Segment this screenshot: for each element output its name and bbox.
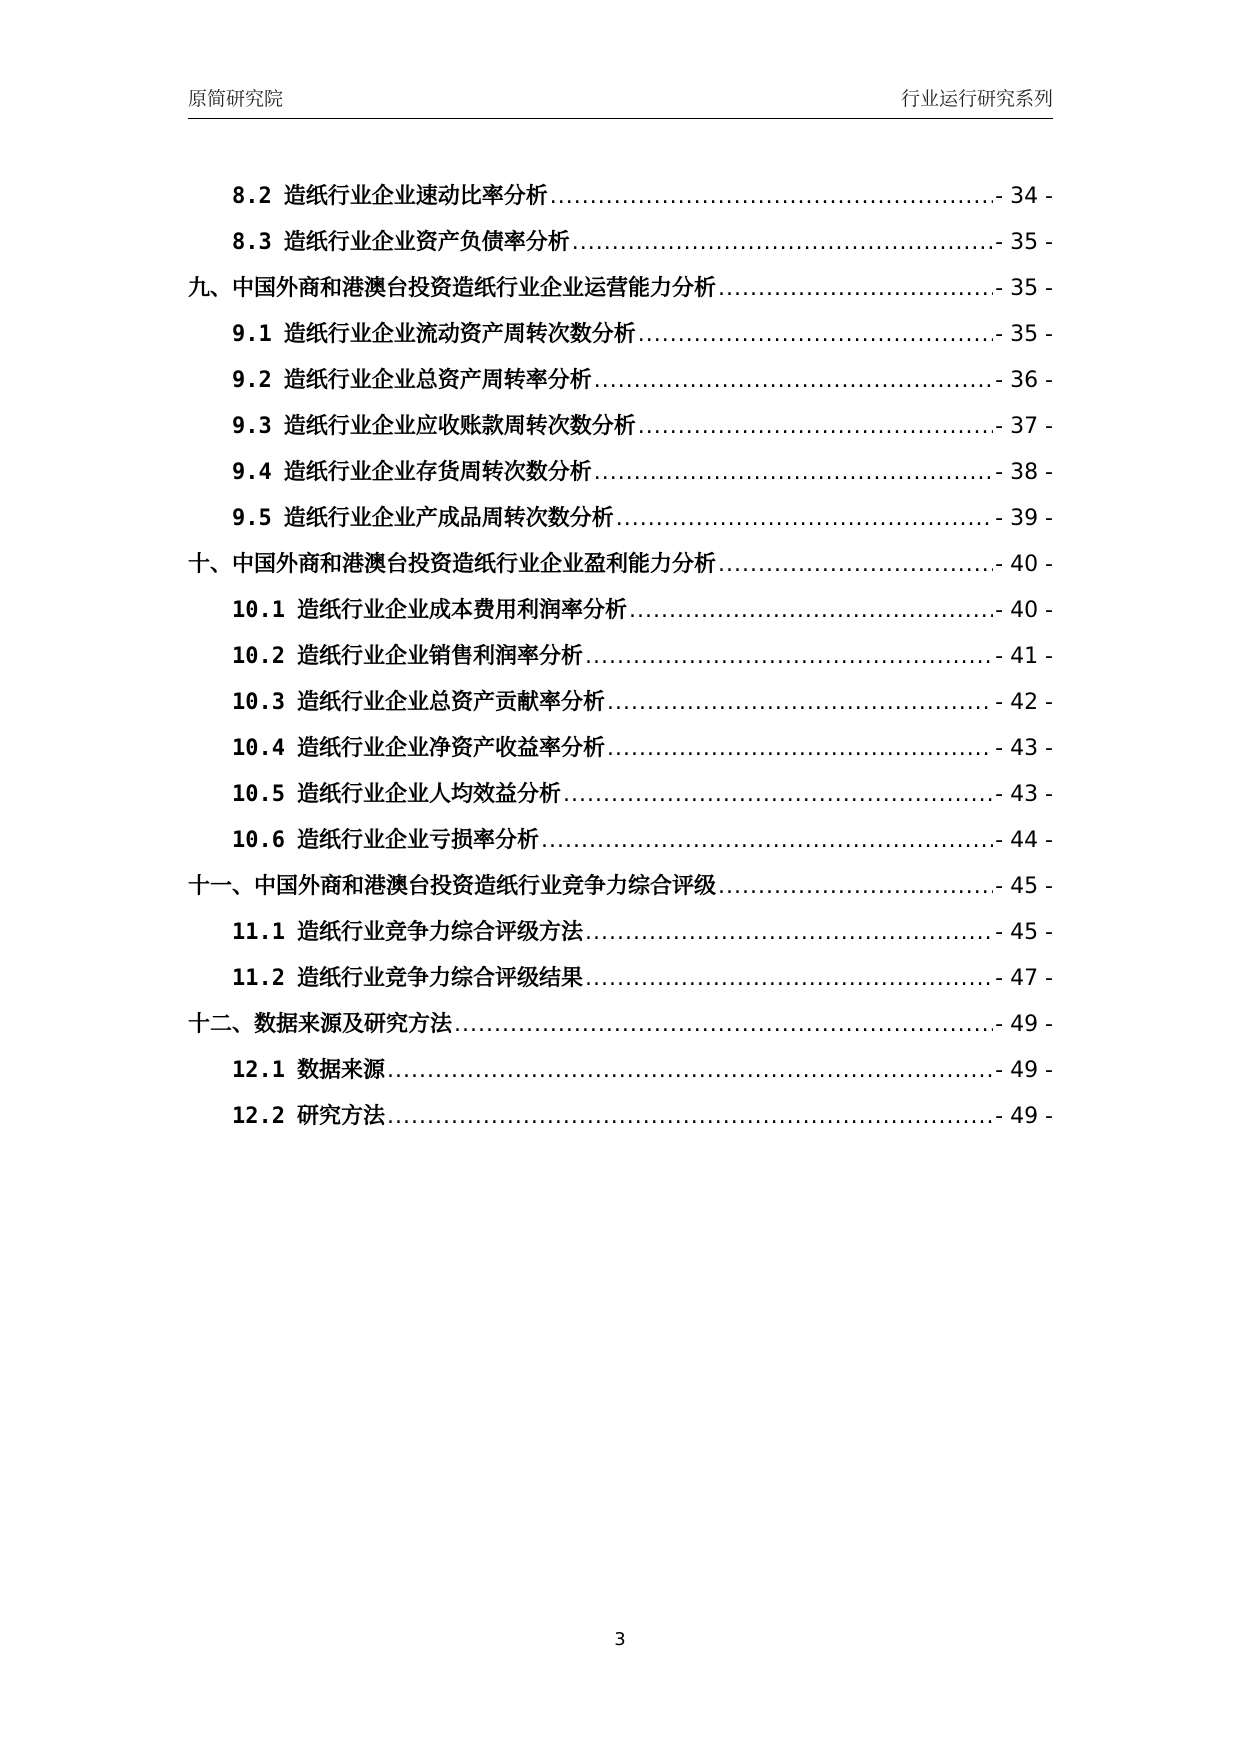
toc-entry-title: 造纸行业企业总资产周转率分析 <box>283 368 592 393</box>
toc-entry-number: 11.1 <box>232 920 285 945</box>
toc-leader-dots <box>539 826 993 856</box>
toc-entry-title: 造纸行业企业亏损率分析 <box>296 828 539 853</box>
toc-entry-text <box>232 412 636 442</box>
toc-entry-number: 12.2 <box>232 1104 285 1129</box>
toc-entry-title: 十、中国外商和港澳台投资造纸行业企业盈利能力分析 <box>188 552 717 577</box>
toc-entry-title: 造纸行业企业净资产收益率分析 <box>296 736 605 761</box>
toc-entry-page: - 35 - <box>995 230 1053 255</box>
toc-entry-title: 造纸行业企业总资产贡献率分析 <box>296 690 605 715</box>
toc-entry-text <box>188 550 716 580</box>
toc-entry-text <box>232 780 561 810</box>
toc-entry-title: 造纸行业企业成本费用利润率分析 <box>296 598 627 623</box>
toc-entry-title: 造纸行业竞争力综合评级方法 <box>296 920 583 945</box>
toc-entry-number: 10.6 <box>232 828 285 853</box>
toc-entry-number: 10.3 <box>232 690 285 715</box>
toc-entry-title: 造纸行业企业速动比率分析 <box>283 184 548 209</box>
toc-entry-page: - 43 - <box>995 736 1053 761</box>
toc-entry-page: - 37 - <box>995 414 1053 439</box>
toc-leader-dots <box>614 504 993 534</box>
toc-leader-dots <box>570 228 993 258</box>
toc-section-entry[interactable] <box>188 488 1053 534</box>
toc-chapter-entry[interactable] <box>188 534 1053 580</box>
toc-entry-text <box>232 458 592 488</box>
toc-leader-dots <box>592 366 993 396</box>
toc-leader-dots <box>716 550 993 580</box>
toc-entry-page: - 49 - <box>995 1012 1053 1037</box>
toc-leader-dots <box>583 918 993 948</box>
toc-section-entry[interactable] <box>188 626 1053 672</box>
toc-entry-title: 造纸行业企业产成品周转次数分析 <box>283 506 614 531</box>
toc-leader-dots <box>583 964 993 994</box>
toc-leader-dots <box>636 412 993 442</box>
toc-entry-page: - 41 - <box>995 644 1053 669</box>
toc-entry-text <box>232 642 583 672</box>
toc-entry-page: - 43 - <box>995 782 1053 807</box>
toc-entry-text <box>232 228 570 258</box>
toc-entry-title: 造纸行业企业人均效益分析 <box>296 782 561 807</box>
toc-entry-page: - 42 - <box>995 690 1053 715</box>
toc-entry-number: 9.5 <box>232 506 272 531</box>
toc-entry-number: 12.1 <box>232 1058 285 1083</box>
toc-entry-text <box>232 826 539 856</box>
toc-section-entry[interactable] <box>188 304 1053 350</box>
page-number: 3 <box>614 1629 626 1650</box>
toc-entry-text <box>232 964 583 994</box>
toc-entry-text <box>188 1010 452 1040</box>
toc-leader-dots <box>548 182 993 212</box>
toc-entry-title: 十二、数据来源及研究方法 <box>188 1012 453 1037</box>
toc-leader-dots <box>583 642 993 672</box>
toc-leader-dots <box>452 1010 993 1040</box>
toc-leader-dots <box>385 1102 993 1132</box>
toc-leader-dots <box>592 458 993 488</box>
toc-entry-number: 11.2 <box>232 966 285 991</box>
toc-entry-page: - 49 - <box>995 1058 1053 1083</box>
toc-entry-title: 造纸行业企业流动资产周转次数分析 <box>283 322 636 347</box>
toc-section-entry[interactable] <box>188 580 1053 626</box>
toc-entry-number: 9.1 <box>232 322 272 347</box>
toc-section-entry[interactable] <box>188 350 1053 396</box>
toc-entry-page: - 40 - <box>995 552 1053 577</box>
toc-chapter-entry[interactable] <box>188 856 1053 902</box>
table-of-contents <box>188 166 1053 1132</box>
toc-section-entry[interactable] <box>188 396 1053 442</box>
toc-leader-dots <box>627 596 993 626</box>
toc-entry-page: - 45 - <box>995 920 1053 945</box>
toc-leader-dots <box>561 780 993 810</box>
toc-entry-text <box>232 1102 385 1132</box>
toc-entry-number: 10.5 <box>232 782 285 807</box>
toc-entry-title: 造纸行业企业资产负债率分析 <box>283 230 570 255</box>
toc-entry-title: 研究方法 <box>296 1104 385 1129</box>
toc-section-entry[interactable] <box>188 212 1053 258</box>
toc-entry-number: 10.1 <box>232 598 285 623</box>
toc-leader-dots <box>385 1056 993 1086</box>
toc-entry-page: - 47 - <box>995 966 1053 991</box>
toc-section-entry[interactable] <box>188 166 1053 212</box>
toc-section-entry[interactable] <box>188 810 1053 856</box>
toc-entry-page: - 35 - <box>995 322 1053 347</box>
toc-chapter-entry[interactable] <box>188 994 1053 1040</box>
toc-entry-number: 10.4 <box>232 736 285 761</box>
toc-entry-number: 9.4 <box>232 460 272 485</box>
toc-entry-title: 造纸行业竞争力综合评级结果 <box>296 966 583 991</box>
toc-entry-page: - 39 - <box>995 506 1053 531</box>
toc-section-entry[interactable] <box>188 902 1053 948</box>
toc-entry-text <box>188 274 716 304</box>
toc-entry-text <box>232 1056 385 1086</box>
toc-entry-text <box>232 734 605 764</box>
header-series: 行业运行研究系列 <box>900 88 1053 110</box>
toc-entry-title: 数据来源 <box>296 1058 385 1083</box>
toc-entry-number: 8.2 <box>232 184 272 209</box>
toc-entry-title: 十一、中国外商和港澳台投资造纸行业竞争力综合评级 <box>188 874 717 899</box>
toc-entry-text <box>232 688 605 718</box>
toc-entry-title: 造纸行业企业存货周转次数分析 <box>283 460 592 485</box>
toc-section-entry[interactable] <box>188 948 1053 994</box>
toc-entry-page: - 38 - <box>995 460 1053 485</box>
toc-entry-number: 9.3 <box>232 414 272 439</box>
toc-entry-text <box>232 182 548 212</box>
toc-entry-number: 8.3 <box>232 230 272 255</box>
toc-entry-title: 造纸行业企业销售利润率分析 <box>296 644 583 669</box>
toc-entry-text <box>232 320 636 350</box>
toc-entry-number: 10.2 <box>232 644 285 669</box>
toc-entry-page: - 34 - <box>995 184 1053 209</box>
toc-entry-title: 造纸行业企业应收账款周转次数分析 <box>283 414 636 439</box>
toc-entry-text <box>188 872 716 902</box>
header-divider <box>188 118 1053 119</box>
toc-entry-number: 9.2 <box>232 368 272 393</box>
toc-leader-dots <box>605 688 993 718</box>
toc-entry-title: 九、中国外商和港澳台投资造纸行业企业运营能力分析 <box>188 276 717 301</box>
toc-leader-dots <box>716 274 993 304</box>
toc-section-entry[interactable] <box>188 1040 1053 1086</box>
toc-section-entry[interactable] <box>188 442 1053 488</box>
toc-chapter-entry[interactable] <box>188 258 1053 304</box>
toc-leader-dots <box>605 734 993 764</box>
toc-entry-page: - 36 - <box>995 368 1053 393</box>
toc-section-entry[interactable] <box>188 764 1053 810</box>
toc-section-entry[interactable] <box>188 672 1053 718</box>
toc-entry-text <box>232 504 614 534</box>
toc-leader-dots <box>636 320 993 350</box>
toc-entry-page: - 40 - <box>995 598 1053 623</box>
toc-section-entry[interactable] <box>188 718 1053 764</box>
toc-section-entry[interactable] <box>188 1086 1053 1132</box>
toc-entry-text <box>232 918 583 948</box>
toc-entry-text <box>232 596 627 626</box>
toc-entry-page: - 49 - <box>995 1104 1053 1129</box>
toc-leader-dots <box>716 872 993 902</box>
header-publisher: 原简研究院 <box>188 88 284 110</box>
toc-entry-text <box>232 366 592 396</box>
toc-entry-page: - 44 - <box>995 828 1053 853</box>
toc-entry-page: - 45 - <box>995 874 1053 899</box>
toc-entry-page: - 35 - <box>995 276 1053 301</box>
